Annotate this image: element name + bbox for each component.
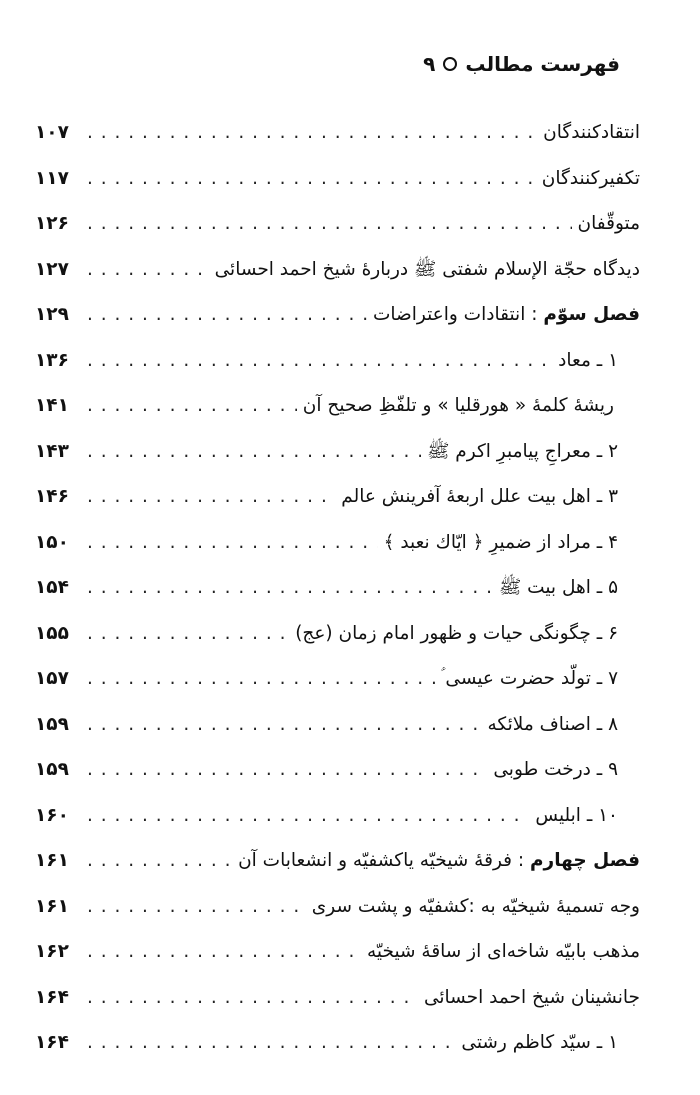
entry-title: ۱ ـ سیّد کاظم رشتی <box>461 1032 618 1053</box>
dot-leader <box>87 292 367 338</box>
toc-entry <box>35 156 640 202</box>
dot-leader <box>87 338 552 384</box>
toc-entry <box>35 1020 640 1066</box>
entry-title: ۶ ـ چگونگی حیات و ظهور امام زمان (عج) <box>295 622 618 644</box>
header-circle-ornament <box>443 57 457 71</box>
entry-page: ۱۳۶ <box>35 349 69 371</box>
toc-entry <box>35 247 640 293</box>
chapter-title: : فرقهٔ شیخیّه یاکشفیّه و انشعابات آن <box>238 850 525 871</box>
toc-entry <box>35 975 640 1021</box>
entry-title: ۸ ـ اصناف ملائکه <box>487 713 618 735</box>
toc-entry <box>35 656 640 702</box>
toc-entry <box>35 429 640 475</box>
dot-leader <box>87 747 487 793</box>
table-of-contents <box>35 110 640 1066</box>
toc-entry <box>35 110 640 156</box>
dot-leader <box>87 110 537 156</box>
toc-chapter-entry <box>35 292 640 338</box>
entry-page: ۱۵۹ <box>35 759 69 780</box>
toc-entry <box>35 520 640 566</box>
entry-page: ۱۶۴ <box>35 1032 69 1053</box>
entry-page: ۱۰۷ <box>35 122 69 143</box>
entry-page: ۱۴۱ <box>35 395 69 416</box>
toc-entry <box>35 929 640 975</box>
dot-leader <box>87 975 418 1021</box>
entry-title: متوقّفان <box>577 213 640 234</box>
dot-leader <box>87 884 306 930</box>
chapter-label: فصل چهارم <box>530 850 640 871</box>
entry-title: ۵ ـ اهل بیت ﷺ <box>498 577 618 598</box>
toc-entry <box>35 884 640 930</box>
dot-leader <box>87 565 493 611</box>
entry-title: ۴ ـ مراد از ضمیرِ ﴿ ایّاك نعبد ﴾ <box>383 531 618 553</box>
entry-title: ریشهٔ کلمهٔ « هورقلیا » و تلفّظِ صحیح آن <box>302 395 614 416</box>
entry-page: ۱۶۱ <box>35 895 69 917</box>
toc-entry <box>35 474 640 520</box>
entry-page: ۱۵۹ <box>35 713 69 735</box>
dot-leader <box>87 656 435 702</box>
dot-leader <box>87 1020 455 1066</box>
entry-title: انتقادکنندگان <box>543 122 640 143</box>
running-header <box>423 52 620 76</box>
entry-title: جانشینان شیخ احمد احسائی <box>423 986 640 1008</box>
entry-page: ۱۱۷ <box>35 167 69 189</box>
entry-title: دیدگاه حجّة الإسلام شفتی ﷺ دربارهٔ شیخ احمد احسائی <box>214 258 640 280</box>
entry-page: ۱۵۴ <box>35 577 69 598</box>
entry-title <box>373 292 640 338</box>
toc-entry <box>35 702 640 748</box>
chapter-label: فصل سوّم <box>543 304 640 325</box>
entry-page: ۱۵۷ <box>35 668 69 689</box>
toc-entry <box>35 565 640 611</box>
entry-title: تکفیرکنندگان <box>541 167 640 189</box>
dot-leader <box>87 383 297 429</box>
entry-page: ۱۶۴ <box>35 986 69 1008</box>
dot-leader <box>87 429 421 475</box>
entry-title: ۲ ـ معراجِ پیامبرِ اکرم ﷺ <box>427 440 618 462</box>
entry-page: ۱۴۶ <box>35 486 69 507</box>
entry-title: ۱۰ ـ ابلیس <box>535 804 618 826</box>
dot-leader <box>87 929 361 975</box>
entry-title: ۹ ـ درخت طوبی <box>493 759 618 780</box>
toc-chapter-entry <box>35 838 640 884</box>
toc-entry <box>35 611 640 657</box>
entry-title <box>238 838 640 884</box>
entry-title: وجه تسمیهٔ شیخیّه به :کشفیّه و پشت سری <box>311 895 640 917</box>
entry-page: ۱۵۵ <box>35 622 69 644</box>
dot-leader <box>87 474 335 520</box>
entry-page: ۱۲۷ <box>35 258 69 280</box>
dot-leader <box>87 201 572 247</box>
dot-leader <box>87 611 289 657</box>
toc-entry <box>35 793 640 839</box>
entry-title: ۷ ـ تولّد حضرت عیسی ؑ <box>440 668 618 689</box>
entry-page: ۱۵۰ <box>35 531 69 553</box>
entry-title: ۳ ـ اهل بیت علل اربعهٔ آفرینش عالم <box>341 486 618 507</box>
dot-leader <box>87 247 209 293</box>
entry-page: ۱۶۱ <box>35 850 69 871</box>
dot-leader <box>87 520 378 566</box>
dot-leader <box>87 838 232 884</box>
toc-entry <box>35 383 640 429</box>
toc-entry <box>35 338 640 384</box>
dot-leader <box>87 702 482 748</box>
entry-page: ۱۶۰ <box>35 804 69 826</box>
dot-leader <box>87 793 529 839</box>
toc-entry <box>35 201 640 247</box>
entry-page: ۱۲۶ <box>35 213 69 234</box>
entry-title: مذهب بابیّه شاخه‌ای از ساقهٔ شیخیّه <box>367 941 640 962</box>
entry-title: ۱ ـ معاد <box>558 349 618 371</box>
entry-page: ۱۲۹ <box>35 304 69 325</box>
entry-page: ۱۴۳ <box>35 440 69 462</box>
header-page-number: ۹ <box>423 52 436 76</box>
dot-leader <box>87 156 536 202</box>
toc-entry <box>35 747 640 793</box>
entry-page: ۱۶۲ <box>35 941 69 962</box>
header-title: فهرست مطالب <box>465 52 620 76</box>
chapter-title: : انتقادات واعتراضات <box>372 304 538 325</box>
